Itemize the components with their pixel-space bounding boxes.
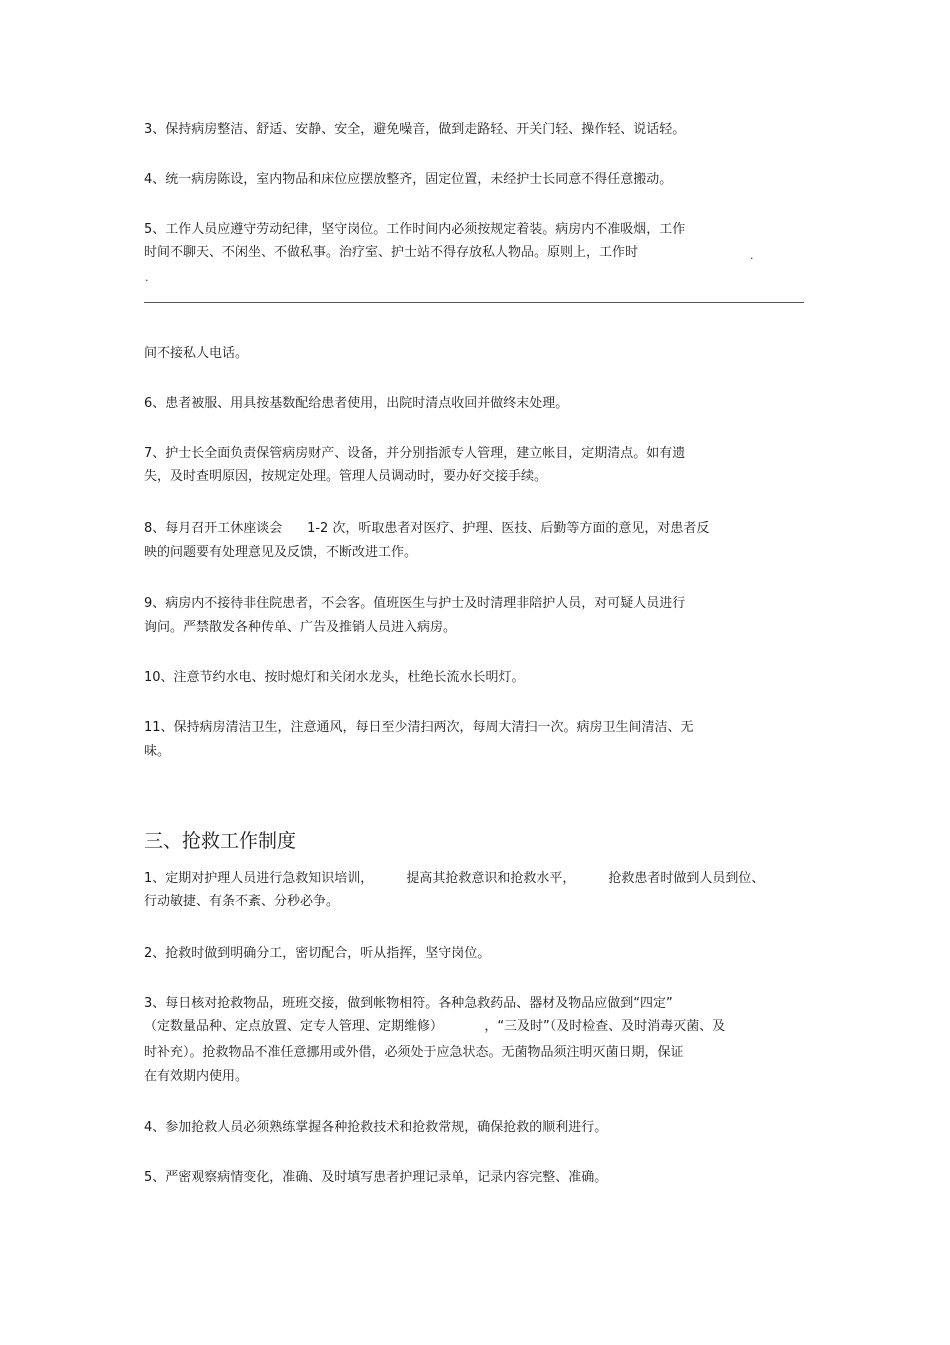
rule-7-text-line2: 失，及时查明原因，按规定处理。管理人员调动时，要办好交接手续。 — [144, 469, 548, 484]
rescue-rule-3-line3: 时补充）。抢救物品不准任意挪用或外借，必须处于应急状态。无菌物品须注明灭菌日期，保证 — [144, 1045, 684, 1060]
page-separator — [144, 302, 804, 303]
rule-8-text-line1: 8、每月召开工休座谈会 1-2 次，听取患者对医疗、护理、医技、后勤等方面的意见，对患者反 — [144, 521, 710, 536]
rescue-rule-3-line4: 在有效期内使用。 — [144, 1069, 249, 1084]
rescue-rule-4-text: 4、参加抢救人员必须熟练掌握各种抢救技术和抢救常规，确保抢救的顺利进行。 — [144, 1120, 608, 1135]
rule-11-text-line2: 味。 — [144, 744, 171, 759]
rule-7-text-line1: 7、护士长全面负责保管病房财产、设备，并分别指派专人管理，建立帐目，定期清点。如有遗 — [144, 446, 686, 461]
stray-dot-right: . — [750, 249, 754, 262]
rule-3-text: 3、保持病房整洁、舒适、安静、安全，避免噪音，做到走路轻、开关门轻、操作轻、说话轻。 — [144, 122, 686, 137]
rule-6-text: 6、患者被服、用具按基数配给患者使用，出院时清点收回并做终末处理。 — [144, 396, 569, 411]
rule-8-text-line2: 映的问题要有处理意见及反馈，不断改进工作。 — [144, 545, 418, 560]
section-heading: 三、抢救工作制度 — [144, 830, 297, 852]
rescue-rule-3-line2: （定数量品种、定点放置、定专人管理、定期维修） ，“三及时”（及时检查、及时消毒灭菌、及 — [144, 1019, 726, 1034]
rescue-rule-1-line2: 行动敏捷、有条不紊、分秒必争。 — [144, 894, 340, 909]
rescue-rule-5-text: 5、严密观察病情变化，准确、及时填写患者护理记录单，记录内容完整、准确。 — [144, 1170, 608, 1185]
rescue-rule-3-line1: 3、每日核对抢救物品，班班交接，做到帐物相符。各种急救药品、器材及物品应做到“四定” — [144, 996, 673, 1011]
rule-5-text-line2: 时间不聊天、不闲坐、不做私事。治疗室、护士站不得存放私人物品。原则上，工作时 — [144, 245, 639, 260]
rescue-rule-1-line1: 1、定期对护理人员进行急救知识培训， 提高其抢救意识和抢救水平， 抢救患者时做到人员到位、 — [144, 871, 765, 886]
rule-11-text-line1: 11、保持病房清洁卫生，注意通风，每日至少清扫两次，每周大清扫一次。病房卫生间清洁、无 — [144, 720, 694, 735]
rule-9-text-line1: 9、病房内不接待非住院患者，不会客。值班医生与护士及时清理非陪护人员，对可疑人员进行 — [144, 596, 686, 611]
rule-4-text: 4、统一病房陈设，室内物品和床位应摆放整齐，固定位置，未经护士长同意不得任意搬动。 — [144, 172, 673, 187]
rescue-rule-2-text: 2、抢救时做到明确分工，密切配合，听从指挥，坚守岗位。 — [144, 946, 491, 961]
stray-dot-left: . — [145, 271, 149, 284]
rule-5-text-line1: 5、工作人员应遵守劳动纪律，坚守岗位。工作时间内必须按规定着装。病房内不准吸烟，工作 — [144, 222, 686, 237]
rule-9-text-line2: 询问。严禁散发各种传单、广告及推销人员进入病房。 — [144, 620, 457, 635]
rule-10-text: 10、注意节约水电、按时熄灯和关闭水龙头，杜绝长流水长明灯。 — [144, 670, 525, 685]
rule-5-text-continued: 间不接私人电话。 — [144, 346, 249, 361]
